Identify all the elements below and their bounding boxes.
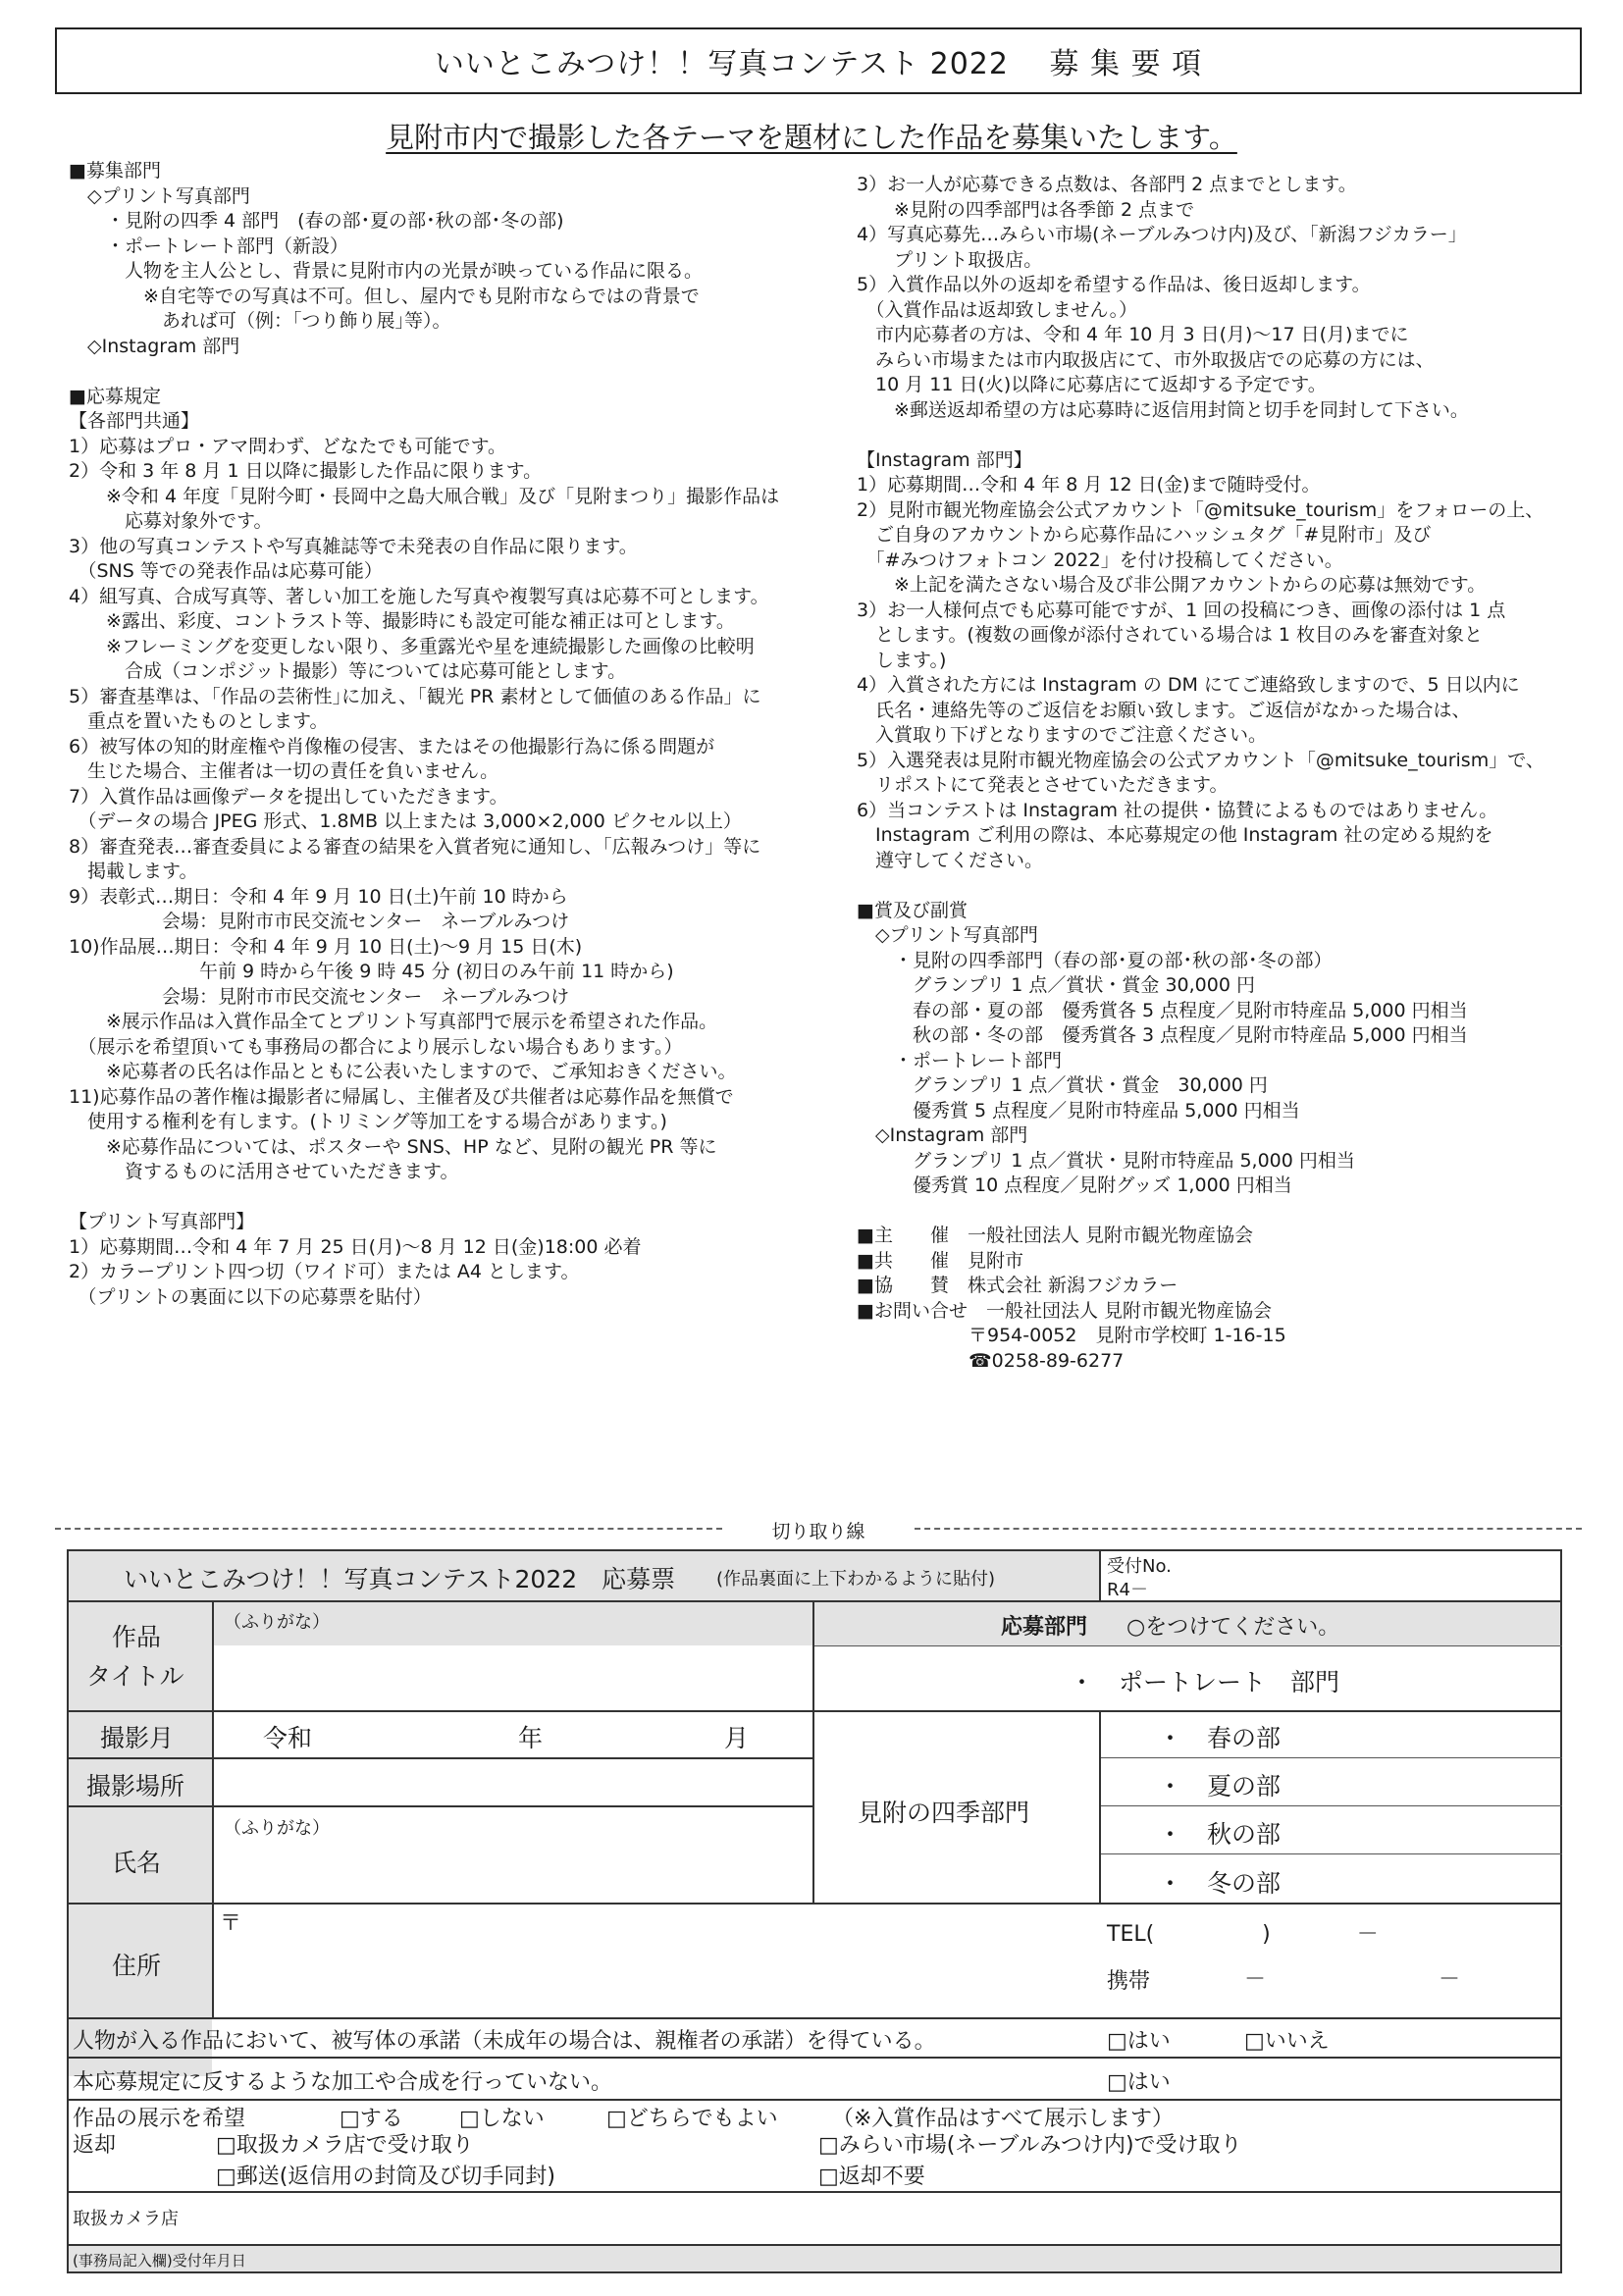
guideline-line: 4）組写真、合成写真等、著しい加工を施した写真や複製写真は応募不可とします。 — [69, 585, 769, 607]
receipt-no-value: R4－ — [1107, 1580, 1148, 1600]
consent-yes-checkbox[interactable]: □はい — [1107, 2029, 1171, 2054]
guideline-line: 優秀賞 10 点程度／見附グッズ 1,000 円相当 — [857, 1174, 1292, 1196]
place-label: 撮影場所 — [86, 1772, 185, 1800]
guideline-line: 11)応募作品の著作権は撮影者に帰属し、主催者及び共催者は応募作品を無償で — [69, 1085, 734, 1108]
tel-field[interactable]: TEL( ) － — [1107, 1922, 1379, 1947]
return-camera-shop-checkbox[interactable]: □取扱カメラ店で受け取り — [216, 2133, 474, 2158]
office-use-label: (事務局記入欄)受付年月日 — [73, 2252, 246, 2270]
return-label: 返却 — [73, 2133, 117, 2158]
exhibit-note: （※入賞作品はすべて展示します） — [832, 2107, 1174, 2131]
guideline-line: 1）応募はプロ・アマ問わず、どなたでも可能です。 — [69, 435, 507, 457]
receipt-no-label: 受付No. — [1107, 1556, 1172, 1577]
guideline-line: 6）当コンテストは Instagram 社の提供・協賛によるものではありません。 — [857, 799, 1498, 821]
guideline-line — [857, 1199, 1583, 1225]
guideline-line: 3）お一人様何点でも応募可能ですが、1 回の投稿につき、画像の添付は 1 点 — [857, 599, 1506, 621]
guideline-line: 【各部門共通】 — [69, 410, 200, 432]
guideline-line: 2）令和 3 年 8 月 1 日以降に撮影した作品に限ります。 — [69, 460, 543, 482]
cut-line-label: 切り取り線 — [761, 1521, 874, 1542]
guideline-line: 【プリント写真部門】 — [69, 1211, 255, 1232]
page-title: いいとこみつけ！！写真コンテスト 2022 募 集 要 項 — [55, 27, 1582, 94]
guideline-line: あれば可（例：｢つり飾り展｣等）。 — [69, 310, 451, 332]
work-title-label: タイトル — [86, 1662, 184, 1691]
left-column-guidelines — [69, 159, 854, 1310]
guideline-line: 優秀賞 5 点程度／見附市特産品 5,000 円相当 — [857, 1099, 1300, 1122]
work-label: 作品 — [112, 1623, 162, 1651]
option-autumn[interactable]: ・ 秋の部 — [1158, 1820, 1282, 1849]
no-edit-text: 本応募規定に反するような加工や合成を行っていない。 — [73, 2070, 613, 2095]
guideline-line: 午前 9 時から午後 9 時 45 分 (初日のみ午前 11 時から) — [69, 961, 674, 982]
guideline-line: ※令和 4 年度「見附今町・長岡中之島大凧合戦」及び「見附まつり」撮影作品は — [69, 485, 780, 507]
return-none-checkbox[interactable]: □返却不要 — [818, 2165, 925, 2189]
guideline-line: グランプリ 1 点／賞状・見附市特産品 5,000 円相当 — [857, 1149, 1355, 1172]
guideline-line: （入賞作品は返却致しません。） — [857, 298, 1138, 321]
guideline-line: ※郵送返却希望の方は応募時に返信用封筒と切手を同封して下さい。 — [857, 398, 1469, 421]
option-portrait[interactable]: ・ ポートレート 部門 — [1070, 1668, 1340, 1696]
guideline-line: ■応募規定 — [69, 385, 161, 407]
office-row-bg — [67, 2244, 1562, 2273]
guideline-line: 重点を置いたものとします。 — [69, 710, 329, 732]
guideline-line: 応募対象外です。 — [69, 510, 273, 532]
guideline-line: ■共 催 見附市 — [857, 1249, 1023, 1272]
guideline-line: 7）入賞作品は画像データを提出していただきます。 — [69, 785, 508, 808]
guideline-line: ・見附の四季部門（春の部･夏の部･秋の部･冬の部） — [857, 949, 1333, 971]
guideline-line: ※展示作品は入賞作品全てとプリント写真部門で展示を希望された作品。 — [69, 1011, 718, 1032]
guideline-line: 10 月 11 日(火)以降に応募店にて返却する予定です。 — [857, 374, 1327, 395]
guideline-line: グランプリ 1 点／賞状・賞金 30,000 円 — [857, 1074, 1268, 1096]
entry-form — [67, 1549, 1562, 2273]
guideline-line — [69, 1185, 854, 1211]
guideline-line: 春の部・夏の部 優秀賞各 5 点程度／見附市特産品 5,000 円相当 — [857, 999, 1468, 1021]
guideline-line: 人物を主人公とし、背景に見附市内の光景が映っている作品に限る。 — [69, 260, 704, 282]
guideline-line — [69, 359, 854, 385]
option-summer[interactable]: ・ 夏の部 — [1158, 1772, 1282, 1800]
guideline-line: 2）見附市観光物産協会公式アカウント「@mitsuke_tourism」をフォローの上、 — [857, 498, 1544, 521]
guideline-line: （データの場合 JPEG 形式、1.8MB 以上または 3,000×2,000 ピクセル以上） — [69, 810, 742, 832]
form-title: いいとこみつけ！！写真コンテスト2022 応募票 — [124, 1565, 676, 1593]
guideline-line — [857, 873, 1583, 899]
address-label: 住所 — [112, 1952, 162, 1980]
cut-line — [55, 1519, 1582, 1542]
exhibit-either-checkbox[interactable]: □どちらでもよい — [606, 2107, 778, 2131]
category-label: 応募部門 — [1001, 1615, 1088, 1640]
consent-text: 人物が入る作品において、被写体の承諾（未成年の場合は、親権者の承諾）を得ている。 — [73, 2029, 936, 2054]
mobile-field[interactable]: － － — [1244, 1967, 1461, 1992]
return-mirai-market-checkbox[interactable]: □みらい市場(ネーブルみつけ内)で受け取り — [818, 2133, 1242, 2158]
guideline-line: 2）カラープリント四つ切（ワイド可）または A4 とします。 — [69, 1261, 580, 1282]
guideline-line: 3）お一人が応募できる点数は、各部門 2 点までとします。 — [857, 174, 1357, 195]
guideline-line: ※フレーミングを変更しない限り、多重露光や星を連続撮影した画像の比較明 — [69, 635, 755, 657]
guideline-line: 【Instagram 部門】 — [857, 448, 1032, 471]
category-hint: ○をつけてください。 — [1126, 1615, 1340, 1640]
guideline-line: ・見附の四季 4 部門 (春の部･夏の部･秋の部･冬の部) — [69, 210, 564, 232]
guideline-line: 4）入賞された方には Instagram の DM にてご連絡致しますので、5 日以内に — [857, 674, 1520, 696]
guideline-line: プリント取扱店。 — [857, 248, 1043, 271]
mobile-label: 携帯 — [1107, 1969, 1151, 1994]
guideline-line: 使用する権利を有します。(トリミング等加工をする場合があります。) — [69, 1111, 667, 1132]
guideline-line: 〒954-0052 見附市学校町 1-16-15 — [857, 1325, 1286, 1346]
form-title-note: (作品裏面に上下わかるように貼付) — [716, 1569, 996, 1590]
consent-no-checkbox[interactable]: □いいえ — [1244, 2029, 1330, 2054]
option-spring[interactable]: ・ 春の部 — [1158, 1724, 1282, 1752]
guideline-line: 生じた場合、主催者は一切の責任を負いません。 — [69, 760, 499, 782]
guideline-line: （プリントの裏面に以下の応募票を貼付） — [69, 1285, 432, 1308]
guideline-line: 会場：見附市市民交流センター ネーブルみつけ — [69, 985, 570, 1008]
guideline-line: Instagram ご利用の際は、本応募規定の他 Instagram 社の定める規約を — [857, 824, 1493, 846]
postal-mark: 〒 — [220, 1911, 242, 1936]
guideline-line: 市内応募者の方は、令和 4 年 10 月 3 日(月)〜17 日(月)までに — [857, 324, 1409, 345]
exhibit-label: 作品の展示を希望 — [73, 2107, 246, 2131]
guideline-line: ※応募作品については、ポスターや SNS、HP など、見附の観光 PR 等に — [69, 1135, 717, 1158]
guideline-line — [857, 423, 1583, 448]
seasons-label: 見附の四季部門 — [858, 1799, 1030, 1827]
exhibit-yes-checkbox[interactable]: □する — [340, 2107, 403, 2131]
guideline-line: ◇プリント写真部門 — [857, 924, 1038, 946]
work-furigana: （ふりがな） — [224, 1612, 330, 1633]
guideline-line: 資するものに活用させていただきます。 — [69, 1161, 459, 1182]
page-subtitle: 見附市内で撮影した各テーマを題材にした作品を募集いたします。 — [386, 121, 1237, 154]
guideline-line: （展示を希望頂いても事務局の都合により展示しない場合もあります。） — [69, 1035, 683, 1058]
guideline-line: 氏名・連絡先等のご返信をお願い致します。ご返信がなかった場合は、 — [857, 699, 1471, 721]
guideline-line: ・ポートレート部門 — [857, 1049, 1063, 1071]
guideline-line: ※見附の四季部門は各季節 2 点まで — [857, 198, 1195, 221]
name-field[interactable] — [214, 1834, 811, 1901]
guideline-line: みらい市場または市内取扱店にて、市外取扱店での応募の方には、 — [857, 348, 1435, 371]
guideline-line: グランプリ 1 点／賞状・賞金 30,000 円 — [857, 974, 1255, 996]
return-mail-checkbox[interactable]: □郵送(返信用の封筒及び切手同封) — [216, 2165, 555, 2189]
guideline-line: ■募集部門 — [69, 160, 161, 182]
guideline-line: 1）応募期間…令和 4 年 8 月 12 日(金)まで随時受付。 — [857, 474, 1321, 496]
guideline-line: 秋の部・冬の部 優秀賞各 3 点程度／見附市特産品 5,000 円相当 — [857, 1024, 1468, 1046]
guideline-line: ・ポートレート部門（新設） — [69, 235, 349, 257]
guideline-line: 会場：見附市市民交流センター ネーブルみつけ — [69, 911, 570, 932]
guideline-line: します。) — [857, 649, 947, 671]
guideline-line: 5）入選発表は見附市観光物産協会の公式アカウント「@mitsuke_tourism」で、 — [857, 749, 1544, 771]
guideline-line: 6）被写体の知的財産権や肖像権の侵害、またはその他撮影行為に係る問題が — [69, 735, 715, 757]
guideline-line: ※応募者の氏名は作品とともに公表いたしますので、ご承知おきください。 — [69, 1061, 737, 1082]
guideline-line: 4）写真応募先…みらい市場(ネーブルみつけ内)及び、｢新潟フジカラー」 — [857, 224, 1467, 245]
name-label: 氏名 — [112, 1849, 162, 1877]
reiwa-text: 令和 — [263, 1724, 313, 1752]
month-label: 撮影月 — [100, 1724, 175, 1752]
guideline-line: ☎0258-89-6277 — [857, 1349, 1125, 1372]
guideline-line: 5）審査基準は、｢作品の芸術性｣に加え、「観光 PR 素材として価値のある作品」に — [69, 685, 761, 707]
guideline-line: とします。(複数の画像が添付されている場合は 1 枚目のみを審査対象と — [857, 624, 1484, 646]
guideline-line: ◇プリント写真部門 — [69, 184, 250, 207]
work-title-field[interactable] — [214, 1645, 811, 1708]
guideline-line: 掲載します。 — [69, 861, 198, 882]
guideline-line: 遵守してください。 — [857, 849, 1044, 871]
camera-shop-label: 取扱カメラ店 — [73, 2209, 179, 2229]
guideline-line: 合成（コンポジット撮影）等については応募可能とします。 — [69, 660, 627, 682]
guideline-line: ■協 賛 株式会社 新潟フジカラー — [857, 1275, 1178, 1296]
guideline-line: 9）表彰式…期日：令和 4 年 9 月 10 日(土)午前 10 時から — [69, 885, 568, 908]
guideline-line: ご自身のアカウントから応募作品にハッシュタグ「#見附市」及び — [857, 524, 1432, 546]
place-field[interactable] — [214, 1759, 811, 1804]
address-label-bg — [67, 1968, 212, 2076]
guideline-line: リポストにて発表とさせていただきます。 — [857, 774, 1229, 796]
guideline-line: ※自宅等での写真は不可。但し、屋内でも見附市ならではの背景で — [69, 285, 700, 307]
guideline-line: 5）入賞作品以外の返却を希望する作品は、後日返却します。 — [857, 274, 1371, 295]
guideline-line: 入賞取り下げとなりますのでご注意ください。 — [857, 724, 1268, 746]
guideline-line: 3）他の写真コンテストや写真雑誌等で未発表の自作品に限ります。 — [69, 535, 638, 557]
guideline-line: 1）応募期間…令和 4 年 7 月 25 日(月)〜8 月 12 日(金)18:00 必着 — [69, 1235, 642, 1258]
address-field[interactable] — [214, 1905, 1097, 2014]
year-text: 年 — [518, 1724, 544, 1752]
guideline-line: 10)作品展…期日：令和 4 年 9 月 10 日(土)〜9 月 15 日(木) — [69, 935, 583, 958]
right-column-guidelines — [857, 173, 1583, 1374]
guideline-line: ■賞及び副賞 — [857, 899, 968, 921]
guideline-line: 「#みつけフォトコン 2022」を付け投稿してください。 — [857, 548, 1343, 571]
exhibit-no-checkbox[interactable]: □しない — [459, 2107, 545, 2131]
guideline-line: ■主 催 一般社団法人 見附市観光物産協会 — [857, 1225, 1253, 1246]
option-winter[interactable]: ・ 冬の部 — [1158, 1869, 1282, 1898]
guideline-line: ■お問い合せ 一般社団法人 見附市観光物産協会 — [857, 1299, 1272, 1322]
guideline-line: （SNS 等での発表作品は応募可能） — [69, 560, 383, 582]
month-text: 月 — [724, 1724, 750, 1752]
guideline-line: 8）審査発表…審査委員による審査の結果を入賞者宛に通知し、「広報みつけ」等に — [69, 835, 761, 858]
name-furigana: （ふりがな） — [224, 1818, 330, 1839]
no-edit-yes-checkbox[interactable]: □はい — [1107, 2070, 1171, 2095]
guideline-line: ※露出、彩度、コントラスト等、撮影時にも設定可能な補正は可とします。 — [69, 610, 735, 632]
guideline-line: ◇Instagram 部門 — [857, 1124, 1028, 1146]
guideline-line: ◇Instagram 部門 — [69, 335, 240, 357]
guideline-line: ※上記を満たさない場合及び非公開アカウントからの応募は無効です。 — [857, 574, 1487, 596]
camera-shop-field[interactable] — [243, 2193, 1558, 2242]
